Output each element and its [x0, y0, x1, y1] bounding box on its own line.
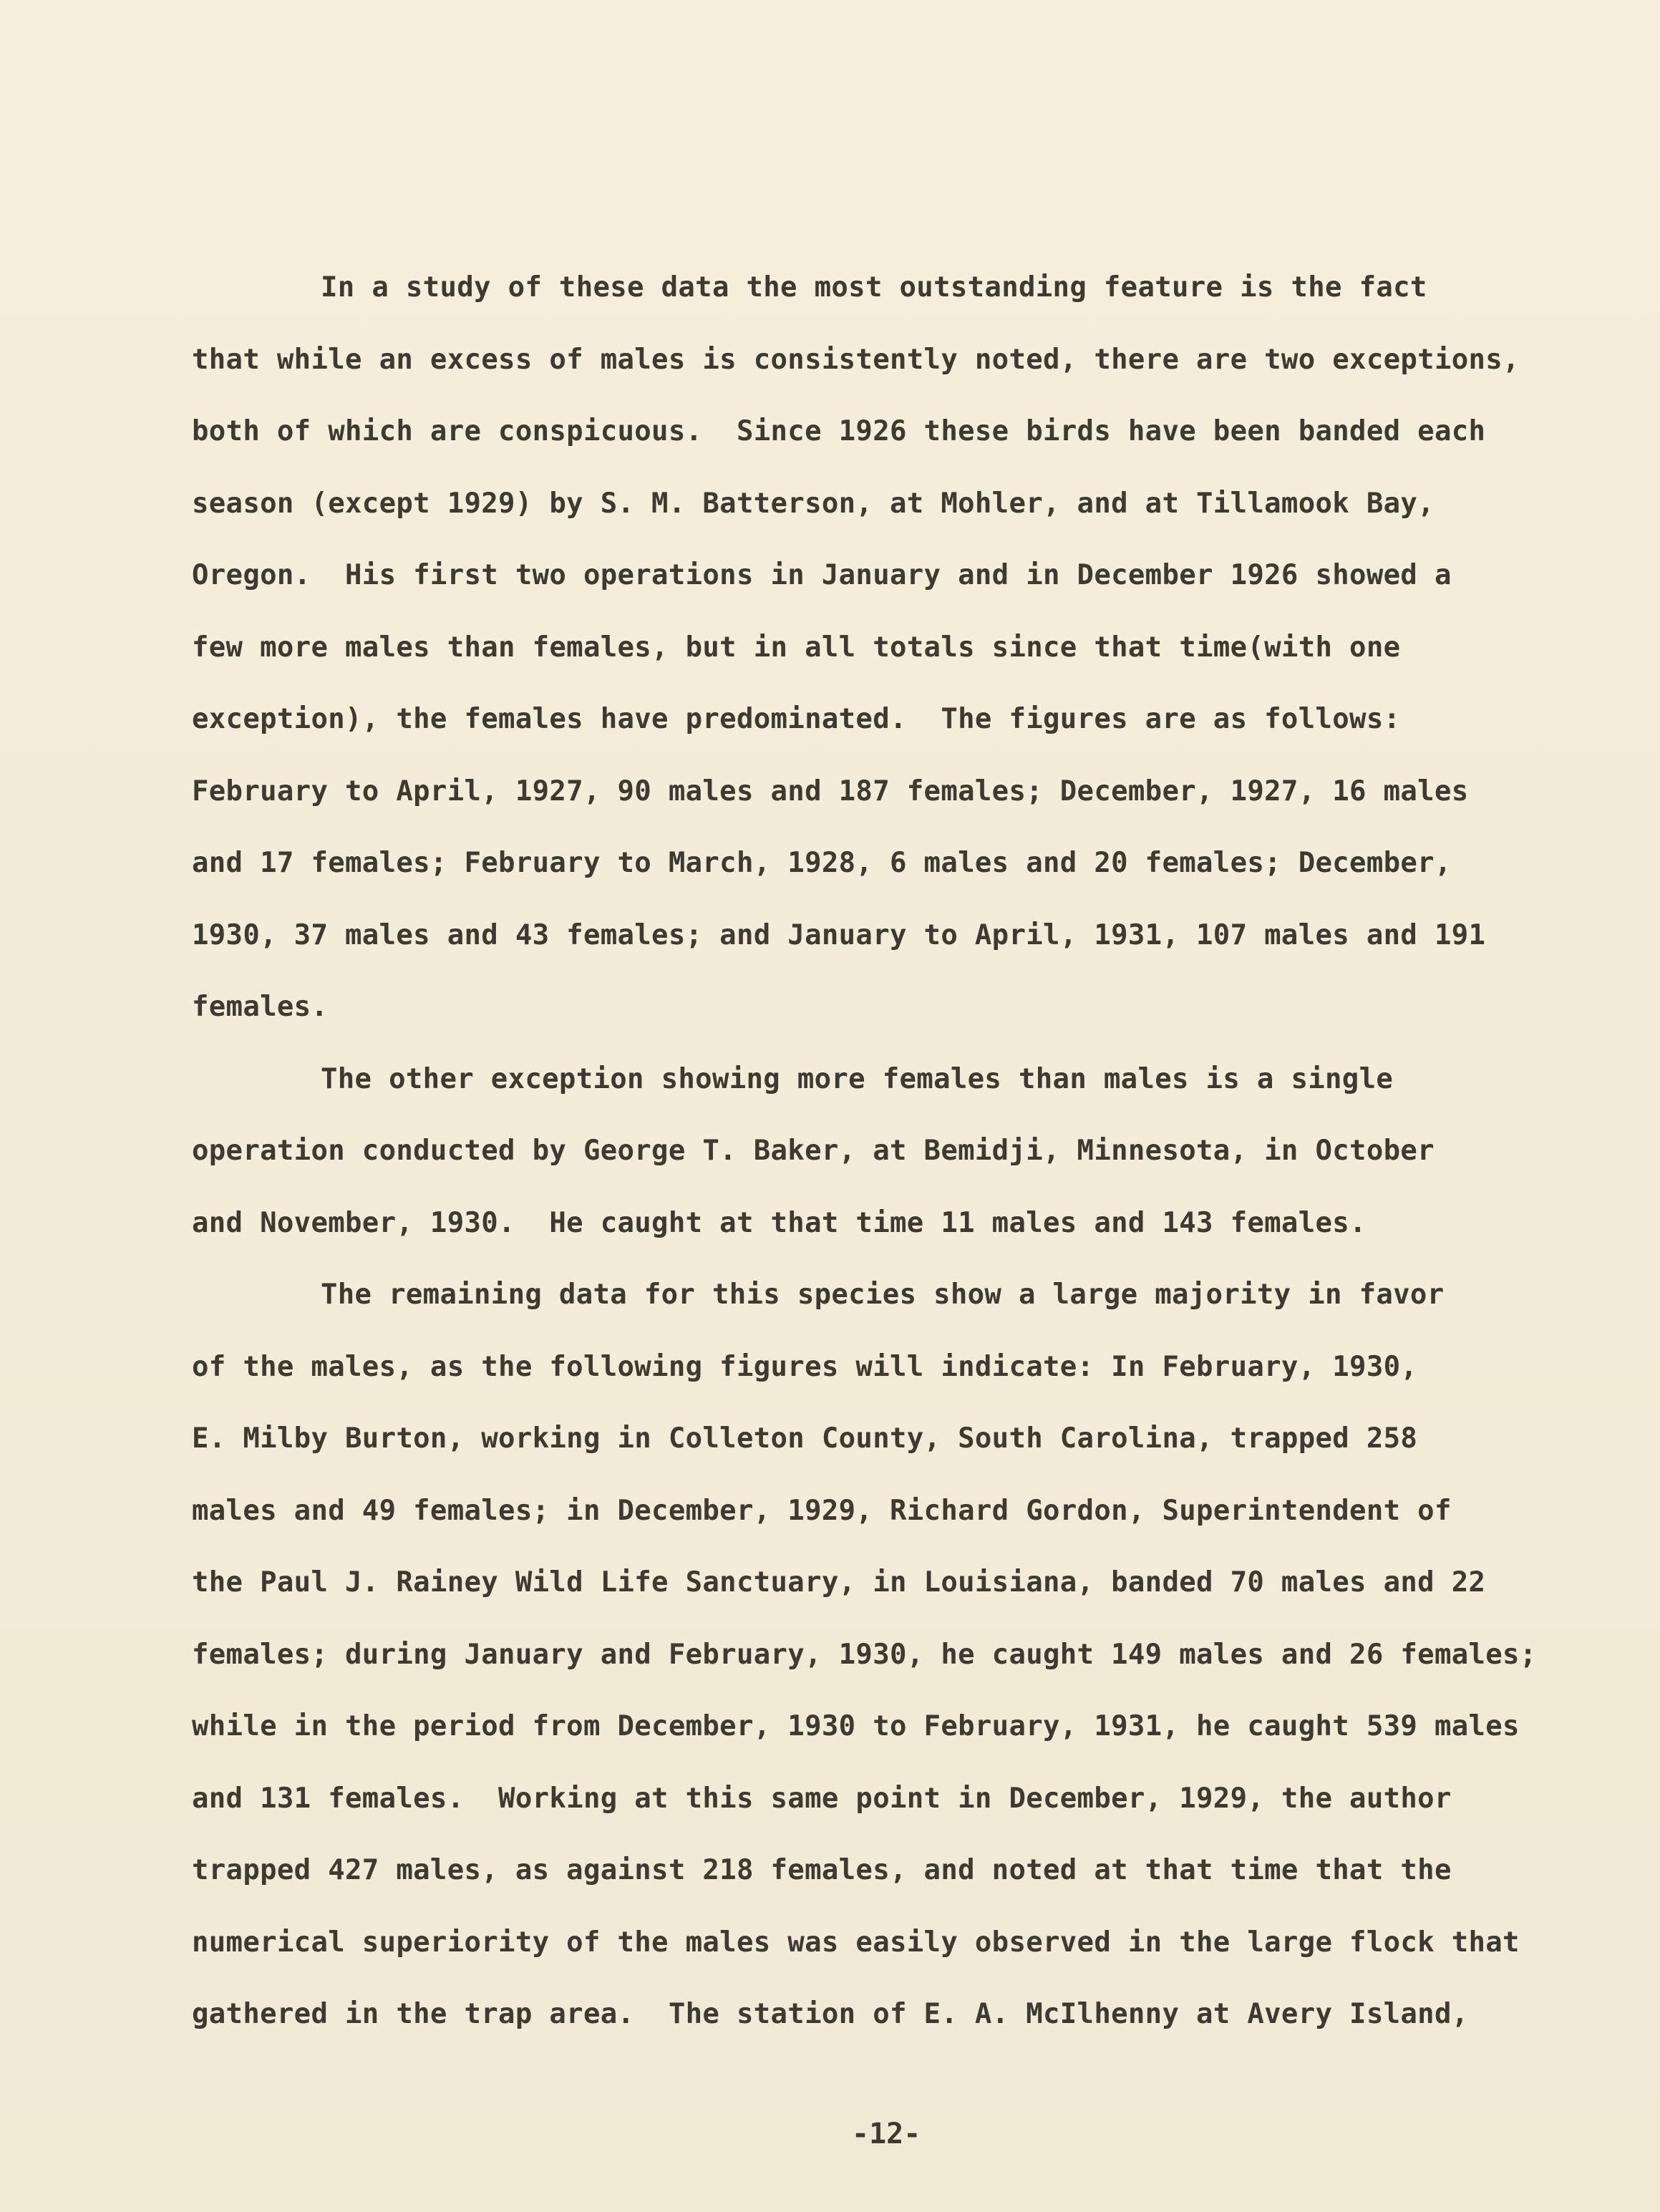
page-number: -12-	[852, 2118, 921, 2150]
text-line: The remaining data for this species show a large majority in favor	[321, 1279, 1445, 1311]
text-line: gathered in the trap area. The station of E. A. McIlhenny at Avery Island,	[192, 1998, 1469, 2030]
text-line: the Paul J. Rainey Wild Life Sanctuary, in Louisiana, banded 70 males and 22	[192, 1566, 1486, 1599]
text-line: Oregon. His first two operations in January and in December 1926 showed a	[192, 559, 1452, 591]
text-line: males and 49 females; in December, 1929, Richard Gordon, Superintendent of	[192, 1494, 1452, 1527]
text-line: E. Milby Burton, working in Colleton County, South Carolina, trapped 258	[192, 1422, 1418, 1455]
text-line: 1930, 37 males and 43 females; and January to April, 1931, 107 males and 191	[192, 918, 1486, 951]
text-line: trapped 427 males, as against 218 females, and noted at that time that the	[192, 1854, 1452, 1886]
text-line: of the males, as the following figures will indicate: In February, 1930,	[192, 1350, 1418, 1383]
text-line: both of which are conspicuous. Since 1926 these birds have been banded each	[192, 415, 1486, 447]
text-line: In a study of these data the most outstanding feature is the fact	[321, 271, 1427, 304]
body-text	[192, 252, 1616, 2051]
text-line: exception), the females have predominated. The figures are as follows:	[192, 703, 1401, 735]
text-line: that while an excess of males is consistently noted, there are two exceptions,	[192, 343, 1520, 376]
text-line: February to April, 1927, 90 males and 187 females; December, 1927, 16 males	[192, 775, 1469, 807]
text-line: while in the period from December, 1930 to February, 1931, he caught 539 males	[192, 1710, 1520, 1742]
text-line: The other exception showing more females than males is a single	[321, 1062, 1394, 1095]
text-line: females; during January and February, 1930, he caught 149 males and 26 females;	[192, 1638, 1537, 1671]
text-line: and November, 1930. He caught at that time 11 males and 143 females.	[192, 1206, 1367, 1239]
text-line: and 131 females. Working at this same point in December, 1929, the author	[192, 1782, 1452, 1815]
text-line: and 17 females; February to March, 1928, 6 males and 20 females; December,	[192, 847, 1452, 879]
text-line: females.	[192, 991, 329, 1023]
text-line: numerical superiority of the males was easily observed in the large flock that	[192, 1926, 1520, 1959]
text-line: season (except 1929) by S. M. Batterson, at Mohler, and at Tillamook Bay,	[192, 487, 1435, 520]
text-line: few more males than females, but in all totals since that time(with one	[192, 631, 1401, 664]
text-line: operation conducted by George T. Baker, at Bemidji, Minnesota, in October	[192, 1135, 1435, 1167]
